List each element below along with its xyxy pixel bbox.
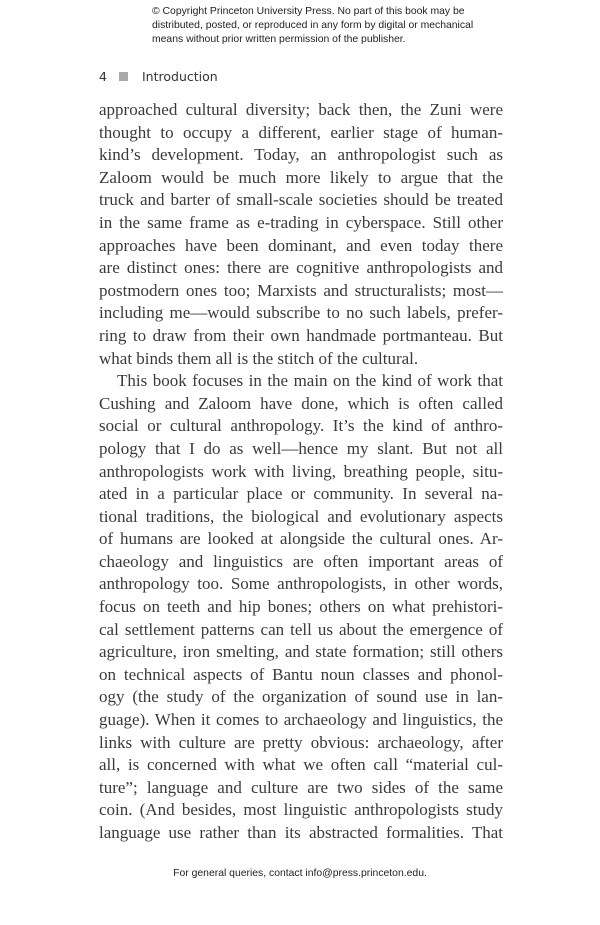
text-line: anthropology too. Some anthropologists, in other words,: [99, 574, 503, 594]
text-line: postmodern ones too; Marxists and structuralists; most—: [99, 280, 503, 300]
text-line: tional traditions, the biological and evolutionary aspects: [99, 506, 503, 526]
text-line: including me—would subscribe to no such labels, prefer-: [99, 303, 503, 323]
text-line: ring to draw from their own handmade portmanteau. But: [99, 325, 503, 345]
text-line: coin. (And besides, most linguistic anthropologists study: [99, 800, 503, 820]
text-line: guage). When it comes to archaeology and linguistics, the: [99, 710, 503, 730]
text-line: on technical aspects of Bantu noun classes and phonol-: [99, 664, 503, 684]
text-line: ogy (the study of the organization of sound use in lan-: [99, 687, 503, 707]
section-title: Introduction: [142, 69, 218, 84]
text-line: focus on teeth and hip bones; others on what prehistori-: [99, 597, 503, 617]
text-line: agriculture, iron smelting, and state formation; still others: [99, 642, 503, 662]
text-line: links with culture are pretty obvious: archaeology, after: [99, 732, 503, 752]
text-line: social or cultural anthropology. It’s the kind of anthro-: [99, 416, 503, 436]
page-number: 4: [99, 69, 107, 84]
running-head: [99, 69, 218, 84]
text-line: chaeology and linguistics are often important areas of: [99, 551, 503, 571]
text-line: are distinct ones: there are cognitive anthropologists and: [99, 258, 503, 278]
text-line: of humans are looked at alongside the cultural ones. Ar-: [99, 529, 503, 549]
text-line: approaches have been dominant, and even today there: [99, 235, 503, 255]
text-line: ture”; language and culture are two sides of the same: [99, 777, 503, 797]
footer-contact: For general queries, contact info@press.princeton.edu.: [173, 868, 427, 879]
text-line: Cushing and Zaloom have done, which is often called: [99, 393, 503, 413]
square-marker-icon: [119, 72, 128, 81]
text-line: anthropologists work with living, breathing people, situ-: [99, 461, 503, 481]
text-line: pology that I do as well—hence my slant. But not all: [99, 438, 503, 458]
body-text: [99, 99, 503, 845]
text-line: ated in a particular place or community. In several na-: [99, 484, 503, 504]
text-line: approached cultural diversity; back then, the Zuni were: [99, 100, 503, 119]
text-line: in the same frame as e-trading in cyberspace. Still other: [99, 212, 503, 232]
copyright-line: © Copyright Princeton University Press. No part of this book may be: [152, 6, 465, 17]
text-line: language use rather than its abstracted formalities. That: [99, 823, 503, 842]
text-line: all, is concerned with what we often call “material cul-: [99, 755, 503, 775]
text-line: thought to occupy a different, earlier stage of human-: [99, 122, 503, 142]
text-line: truck and barter of small-scale societies should be treated: [99, 190, 503, 210]
paragraph-start-line: This book focuses in the main on the kind of work that: [117, 371, 503, 391]
copyright-line: means without prior written permission of the publisher.: [152, 34, 406, 45]
text-line: Zaloom would be much more likely to argue that the: [99, 167, 503, 187]
text-line: what binds them all is the stitch of the cultural.: [99, 348, 419, 368]
copyright-line: distributed, posted, or reproduced in any form by digital or mechanical: [152, 20, 474, 31]
text-line: kind’s development. Today, an anthropologist such as: [99, 145, 503, 165]
copyright-notice: [152, 5, 482, 47]
text-line: cal settlement patterns can tell us about the emergence of: [99, 619, 503, 639]
